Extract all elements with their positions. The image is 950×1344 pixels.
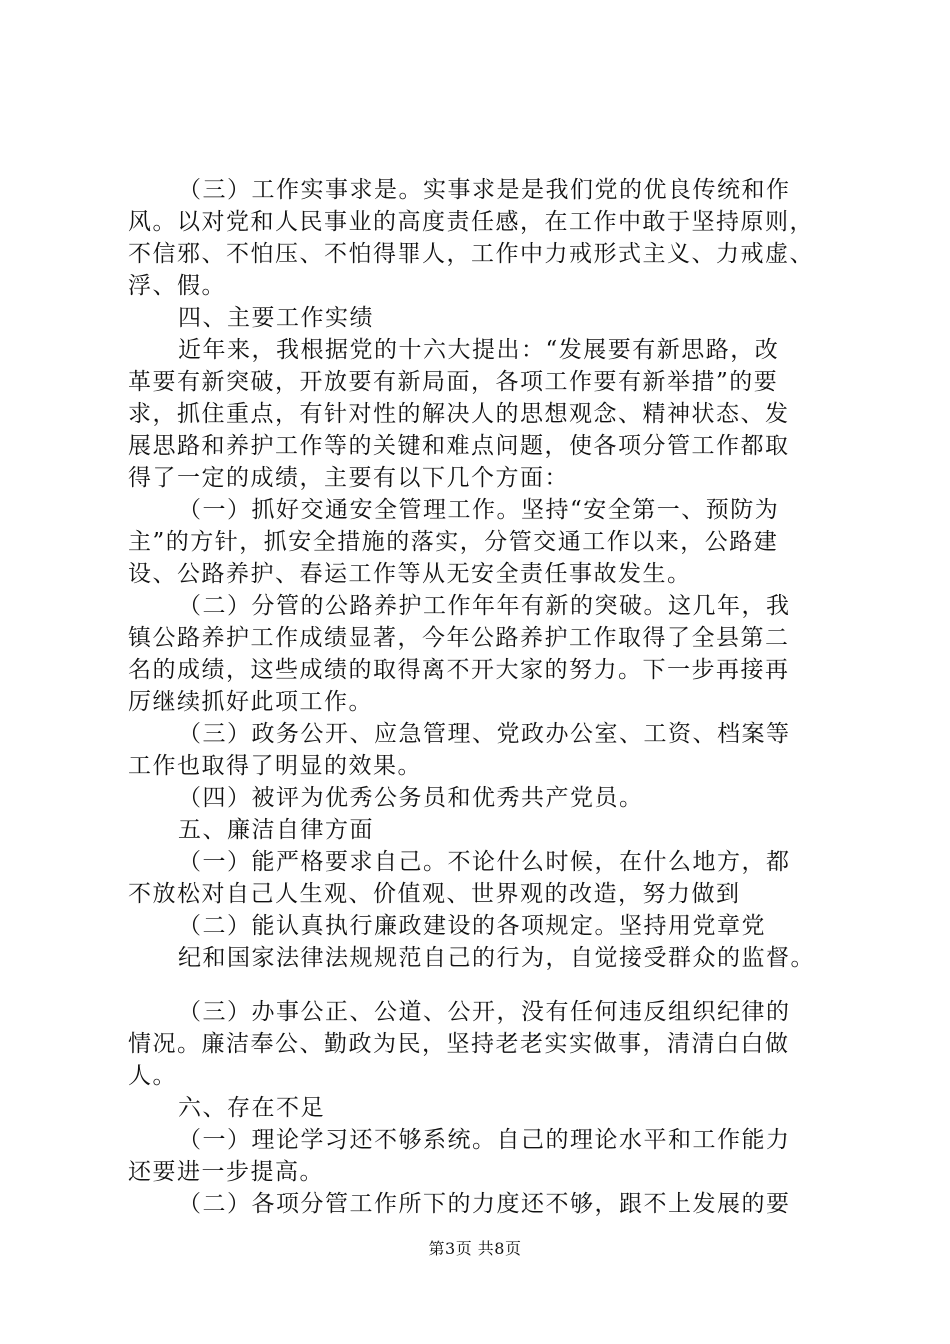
paragraph-line: 设、公路养护、春运工作等从无安全责任事故发生。 <box>128 561 692 587</box>
paragraph-line: 不放松对自己人生观、价值观、世界观的改造，努力做到 <box>128 881 741 907</box>
paragraph-line: （二）分管的公路养护工作年年有新的突破。这几年，我 <box>178 593 791 619</box>
paragraph-line: （一）能严格要求自己。不论什么时候，在什么地方，都 <box>178 849 791 875</box>
paragraph-line: 厉继续抓好此项工作。 <box>128 689 373 715</box>
paragraph-line: （三）政务公开、应急管理、党政办公室、工资、档案等 <box>178 721 791 747</box>
paragraph-line: 镇公路养护工作成绩显著，今年公路养护工作取得了全县第二 <box>128 625 790 651</box>
paragraph-line: （三）办事公正、公道、公开，没有任何违反组织纪律的 <box>178 999 791 1025</box>
paragraph-line: （二）各项分管工作所下的力度还不够，跟不上发展的要 <box>178 1191 791 1217</box>
paragraph-line: 近年来，我根据党的十六大提出：“发展要有新思路，改 <box>178 337 780 363</box>
paragraph-line: 纪和国家法律法规规范自己的行为，自觉接受群众的监督。 <box>178 945 815 971</box>
paragraph-line: （一）理论学习还不够系统。自己的理论水平和工作能力 <box>178 1127 791 1153</box>
paragraph-line: （四）被评为优秀公务员和优秀共产党员。 <box>178 785 644 811</box>
paragraph-line: 风。以对党和人民事业的高度责任感，在工作中敢于坚持原则， <box>128 209 814 235</box>
paragraph-line: （二）能认真执行廉政建设的各项规定。坚持用党章党 <box>178 913 766 939</box>
page-footer: 第3页 共8页 <box>428 1239 522 1258</box>
paragraph-line: 展思路和养护工作等的关键和难点问题，使各项分管工作都取 <box>128 433 790 459</box>
paragraph-line: 主”的方针，抓安全措施的落实，分管交通工作以来，公路建 <box>128 529 779 555</box>
paragraph-line: 浮、假。 <box>128 273 226 299</box>
section-heading: 四、主要工作实绩 <box>178 305 374 331</box>
paragraph-line: 得了一定的成绩，主要有以下几个方面： <box>128 465 569 491</box>
paragraph-line: 工作也取得了明显的效果。 <box>128 753 422 779</box>
paragraph-line: （一）抓好交通安全管理工作。坚持“安全第一、预防为 <box>178 497 780 523</box>
paragraph-line: 人。 <box>128 1063 177 1089</box>
paragraph-line: 求，抓住重点，有针对性的解决人的思想观念、精神状态、发 <box>128 401 790 427</box>
paragraph-line: 还要进一步提高。 <box>128 1159 324 1185</box>
section-heading: 六、存在不足 <box>178 1095 325 1121</box>
paragraph-line: （三）工作实事求是。实事求是是我们党的优良传统和作 <box>178 177 791 203</box>
paragraph-line: 革要有新突破，开放要有新局面，各项工作要有新举措”的要 <box>128 369 779 395</box>
paragraph-line: 不信邪、不怕压、不怕得罪人，工作中力戒形式主义、力戒虚、 <box>128 241 814 267</box>
paragraph-line: 情况。廉洁奉公、勤政为民，坚持老老实实做事，清清白白做 <box>128 1031 790 1057</box>
section-heading: 五、廉洁自律方面 <box>178 817 374 843</box>
paragraph-line: 名的成绩，这些成绩的取得离不开大家的努力。下一步再接再 <box>128 657 790 683</box>
